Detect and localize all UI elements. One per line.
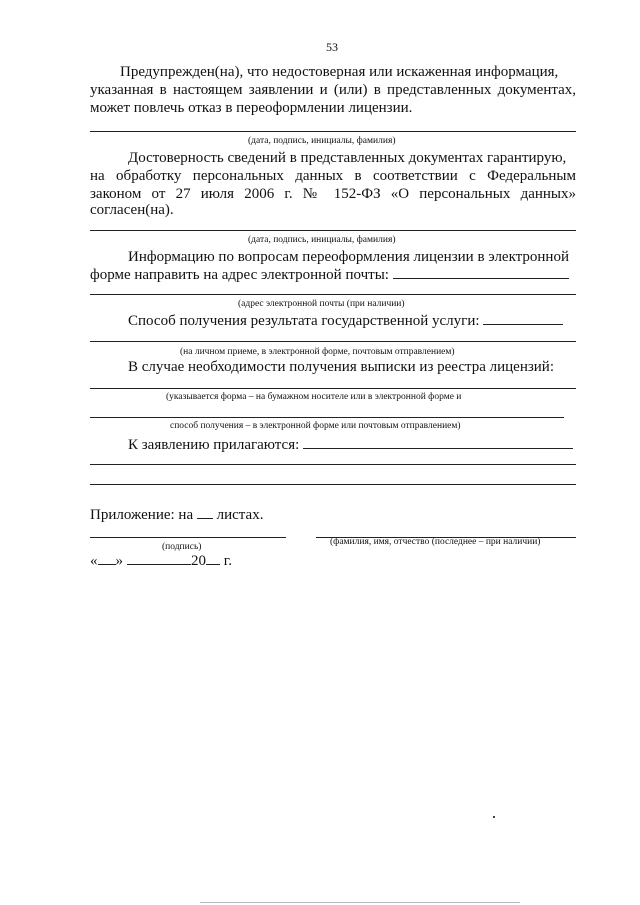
email-input-line[interactable]	[393, 266, 569, 279]
email-line-2	[90, 266, 569, 284]
appendix-prefix: Приложение: на	[90, 507, 194, 523]
result-method-label: Способ получения результата государственной услуги:	[128, 313, 480, 329]
extract-label: В случае необходимости получения выписки из реестра лицензий:	[128, 359, 554, 375]
full-name-caption: (фамилия, имя, отчество (последнее – при наличии)	[330, 537, 541, 547]
warning-line-1: Предупрежден(на), что недостоверная или искаженная информация,	[120, 64, 559, 80]
email-second-line[interactable]	[90, 294, 576, 295]
warning-line-3: может повлечь отказ в переоформлении лицензии.	[90, 100, 413, 116]
email-caption: (адрес электронной почты (при наличии)	[238, 299, 405, 309]
date-line	[90, 552, 232, 570]
result-method-line	[128, 312, 563, 330]
date-year-suffix: г.	[223, 553, 232, 569]
appendix-count-blank[interactable]	[197, 506, 213, 519]
appendix-line	[90, 506, 263, 524]
extract-caption-1: (указывается форма – на бумажном носителе или в электронной форме и	[166, 392, 462, 402]
date-close-quote: »	[115, 553, 123, 569]
result-method-input-line[interactable]	[483, 312, 563, 325]
date-year-prefix: 20	[191, 553, 206, 569]
warning-line-2: указанная в настоящем заявлении и (или) в представленных документах,	[90, 82, 576, 98]
scan-dot	[493, 816, 495, 818]
date-open-quote: «	[90, 553, 98, 569]
scan-edge	[200, 902, 520, 903]
consent-line-1: Достоверность сведений в представленных документах гарантирую,	[128, 150, 567, 166]
email-line-1: Информацию по вопросам переоформления лицензии в электронной	[128, 249, 569, 265]
attachments-line	[128, 436, 573, 454]
attachments-line-2[interactable]	[90, 464, 576, 465]
extract-line-1[interactable]	[90, 388, 576, 389]
consent-line-2: на обработку персональных данных в соответствии с Федеральным	[90, 168, 576, 184]
consent-caption: (дата, подпись, инициалы, фамилия)	[248, 235, 396, 245]
consent-line-3: законом от 27 июля 2006 г. № 152-ФЗ «О персональных данных»	[90, 186, 576, 202]
extract-line-2[interactable]	[90, 417, 564, 418]
appendix-suffix: листах.	[216, 507, 264, 523]
attachments-label: К заявлению прилагаются:	[128, 437, 300, 453]
consent-line-4: согласен(на).	[90, 202, 174, 218]
warning-signature-line[interactable]	[90, 131, 576, 132]
extract-caption-2: способ получения – в электронной форме или почтовым отправлением)	[170, 421, 461, 431]
page-number: 53	[326, 40, 338, 54]
email-label: форме направить на адрес электронной почты:	[90, 267, 389, 283]
signature-caption: (подпись)	[162, 542, 202, 552]
attachments-line-3[interactable]	[90, 484, 576, 485]
consent-signature-line[interactable]	[90, 230, 576, 231]
warning-caption: (дата, подпись, инициалы, фамилия)	[248, 136, 396, 146]
result-method-caption: (на личном приеме, в электронной форме, почтовым отправлением)	[180, 347, 455, 357]
signature-line[interactable]	[90, 537, 286, 538]
date-day-blank[interactable]	[98, 552, 116, 565]
date-year-blank[interactable]	[206, 552, 220, 565]
attachments-input-line[interactable]	[303, 436, 573, 449]
result-method-second-line[interactable]	[90, 341, 576, 342]
date-month-blank[interactable]	[127, 552, 191, 565]
